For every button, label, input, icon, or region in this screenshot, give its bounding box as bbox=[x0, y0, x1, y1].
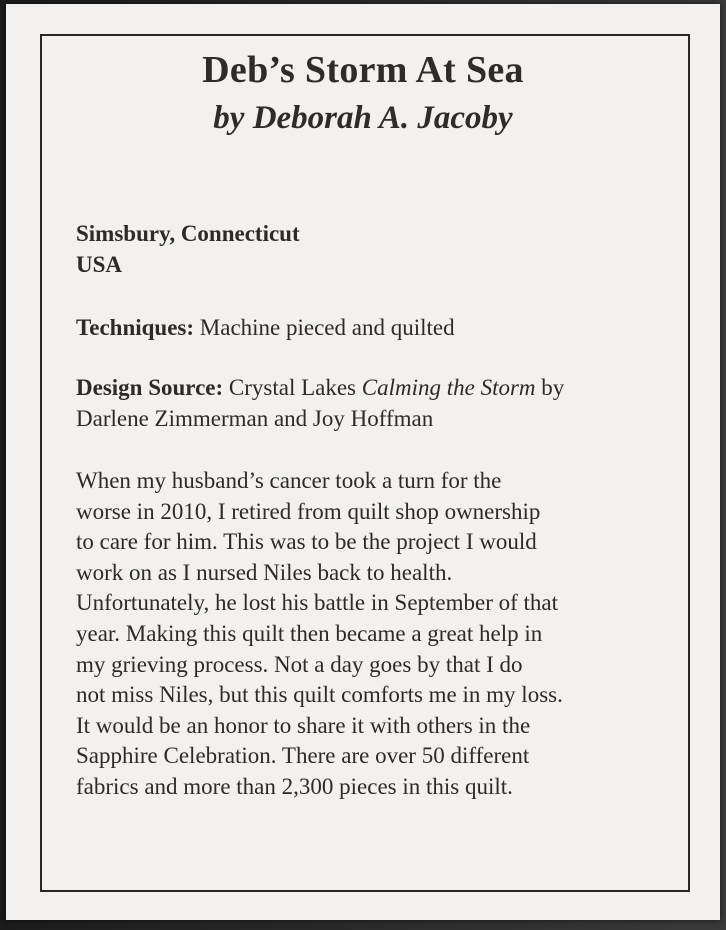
story-line: my grieving process. Not a day goes by that I do bbox=[76, 651, 523, 677]
techniques-line bbox=[76, 312, 676, 343]
location-block bbox=[76, 218, 676, 280]
design-source-label: Design Source: bbox=[76, 375, 224, 400]
techniques-label: Techniques: bbox=[76, 315, 195, 340]
story-line: year. Making this quilt then became a great help in bbox=[76, 620, 543, 646]
techniques-value: Machine pieced and quilted bbox=[199, 315, 455, 340]
story-line: When my husband’s cancer took a turn for the bbox=[76, 468, 502, 493]
quilt-title: Deb’s Storm At Sea bbox=[202, 49, 524, 91]
design-source-designers: Darlene Zimmerman and Joy Hoffman bbox=[76, 406, 434, 431]
story-line: Sapphire Celebration. There are over 50 different bbox=[76, 743, 530, 769]
design-source-publisher: Crystal Lakes bbox=[228, 375, 357, 400]
location-city-state: Simsbury, Connecticut bbox=[76, 221, 300, 246]
story-line: not miss Niles, but this quilt comforts me in my loss. bbox=[76, 682, 563, 708]
design-source-by: by bbox=[541, 375, 565, 400]
quilt-label-sheet bbox=[6, 4, 720, 920]
story-line: to care for him. This was to be the project I would bbox=[76, 529, 537, 555]
design-source-pattern-name: Calming the Storm bbox=[361, 375, 536, 400]
story-line: It would be an honor to share it with others in the bbox=[76, 712, 531, 738]
location-country: USA bbox=[76, 252, 123, 277]
design-source-block bbox=[76, 372, 676, 434]
quilt-story bbox=[76, 466, 676, 803]
quilt-author: by Deborah A. Jacoby bbox=[213, 100, 513, 136]
story-line: Unfortunately, he lost his battle in September of that bbox=[76, 590, 559, 616]
story-line: fabrics and more than 2,300 pieces in this quilt. bbox=[76, 773, 513, 799]
story-line: worse in 2010, I retired from quilt shop ownership bbox=[76, 498, 541, 524]
story-line: work on as I nursed Niles back to health. bbox=[76, 559, 453, 585]
